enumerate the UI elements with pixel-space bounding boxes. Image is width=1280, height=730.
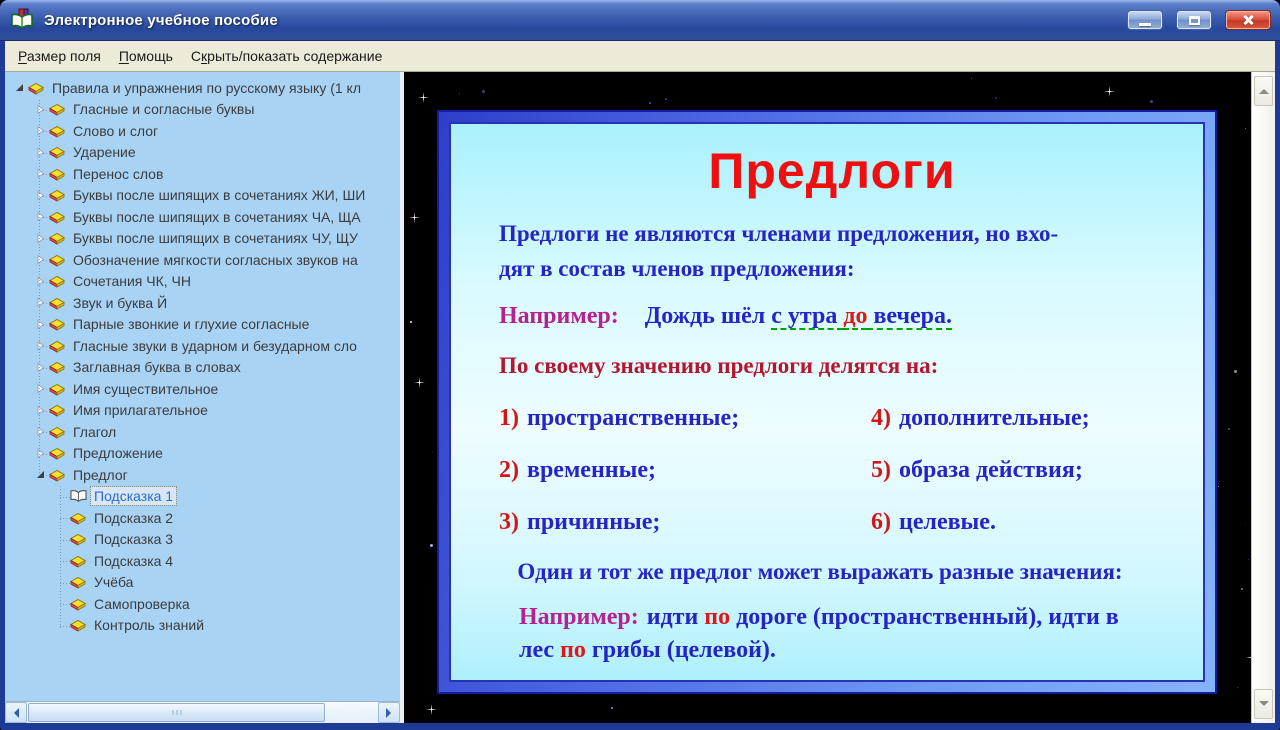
list-item-number: 4)	[871, 405, 891, 431]
list-item-number: 6)	[871, 509, 891, 535]
book-closed-icon	[69, 511, 87, 525]
star-dot	[410, 321, 412, 323]
book-closed-icon	[48, 446, 66, 460]
app-icon	[10, 8, 36, 32]
arrow-down-icon	[1259, 701, 1269, 711]
book-closed-icon	[48, 274, 66, 288]
menu-item[interactable]: Помощь	[118, 48, 173, 64]
horizontal-scroll-track[interactable]	[27, 702, 378, 723]
example-2-label: Например:	[519, 604, 639, 630]
book-closed-icon	[69, 554, 87, 568]
text-segment: вечера.	[867, 303, 953, 329]
book-closed-icon	[48, 253, 66, 267]
tree-item[interactable]	[5, 357, 400, 379]
text-segment: по	[560, 637, 586, 663]
text-segment: лес	[519, 637, 561, 663]
tree-item[interactable]	[5, 443, 400, 465]
list-item	[871, 509, 1165, 536]
tree-item[interactable]	[5, 572, 400, 594]
content-vertical-scrollbar[interactable]	[1251, 72, 1275, 723]
tree-expander-collapsed-icon[interactable]	[32, 147, 48, 158]
book-closed-icon	[48, 425, 66, 439]
tree-item-label: Контроль знаний	[94, 617, 205, 634]
tree-item-label: Сочетания ЧК, ЧН	[73, 273, 191, 290]
scroll-left-button[interactable]	[5, 702, 27, 723]
tree-expander-collapsed-icon[interactable]	[32, 125, 48, 136]
book-open-icon	[69, 489, 87, 503]
tree-expander-collapsed-icon[interactable]	[32, 297, 48, 308]
list-item	[499, 457, 871, 484]
tree-item[interactable]	[5, 615, 400, 637]
book-closed-icon	[48, 339, 66, 353]
preposition-types-list	[499, 405, 1165, 536]
tree-item-label: Звук и буква Й	[73, 294, 168, 311]
list-item-number: 1)	[499, 405, 519, 431]
book-closed-icon	[69, 532, 87, 546]
list-item-label: дополнительные;	[899, 405, 1090, 431]
tree-item[interactable]	[5, 163, 400, 185]
text-segment: дороге (пространственный), идти в	[730, 604, 1119, 630]
list-item	[871, 457, 1165, 484]
tree-item-label: Подсказка 1	[91, 487, 176, 505]
tree-expander-collapsed-icon[interactable]	[32, 190, 48, 201]
tree-item[interactable]	[5, 464, 400, 486]
main-area	[5, 72, 1275, 723]
tree-expander-collapsed-icon[interactable]	[32, 211, 48, 222]
star-dot	[1248, 559, 1249, 560]
list-item-label: образа действия;	[899, 457, 1083, 483]
star-dot	[611, 707, 613, 709]
window-title: Электронное учебное пособие	[44, 11, 278, 29]
star-dot	[482, 90, 485, 93]
slide-intro-paragraph: Предлоги не являются членами предложения, но вхо- дят в состав членов предложения:	[499, 221, 1059, 281]
tree-guide-line	[39, 100, 40, 476]
window-controls	[1128, 11, 1270, 29]
book-closed-icon	[48, 167, 66, 181]
star-sparkle	[409, 212, 420, 223]
tree-item-label: Гласные и согласные буквы	[73, 101, 255, 118]
star-dot	[1234, 370, 1237, 373]
example-1-label: Например:	[499, 303, 619, 329]
tree-item[interactable]	[5, 593, 400, 615]
tree-item-label: Буквы после шипящих в сочетаниях ЧА, ЩА	[73, 208, 361, 225]
tree-item[interactable]	[5, 99, 400, 121]
tree-item[interactable]	[5, 228, 400, 250]
title-bar[interactable]	[0, 0, 1280, 41]
example-1-text	[645, 303, 952, 329]
tree-item[interactable]	[5, 271, 400, 293]
scroll-down-button[interactable]	[1254, 689, 1273, 719]
book-closed-icon	[48, 296, 66, 310]
tree-item-label: Буквы после шипящих в сочетаниях ЖИ, ШИ	[73, 187, 366, 204]
book-closed-icon	[48, 210, 66, 224]
tree-item[interactable]	[5, 249, 400, 271]
book-closed-icon	[48, 382, 66, 396]
list-item-label: пространственные;	[527, 405, 740, 431]
tree-item[interactable]	[5, 120, 400, 142]
tree-item-label: Самопроверка	[94, 595, 190, 612]
star-dot	[459, 93, 460, 94]
tree-expander-collapsed-icon[interactable]	[32, 254, 48, 265]
tree-expander-collapsed-icon[interactable]	[32, 233, 48, 244]
book-closed-icon	[69, 618, 87, 632]
tree-expander-expanded-icon[interactable]	[11, 82, 27, 93]
tree-item-label: Предлог	[73, 466, 128, 483]
star-dot	[1245, 523, 1246, 524]
book-closed-icon	[48, 231, 66, 245]
tree-item[interactable]	[5, 292, 400, 314]
tree-horizontal-scrollbar[interactable]	[5, 701, 400, 723]
arrow-up-icon	[1259, 84, 1269, 94]
tree-item-label: Заглавная буква в словах	[73, 359, 241, 376]
tree-item[interactable]	[5, 335, 400, 357]
tree-item[interactable]	[5, 314, 400, 336]
tree-expander-collapsed-icon[interactable]	[32, 405, 48, 416]
arrow-left-icon	[9, 708, 19, 718]
list-item-label: целевые.	[899, 509, 996, 535]
tree-expander-expanded-icon[interactable]	[32, 469, 48, 480]
tree-item-label: Перенос слов	[73, 165, 164, 182]
star-dot	[432, 452, 433, 453]
book-closed-icon	[48, 102, 66, 116]
tree-item-label: Имя существительное	[73, 380, 219, 397]
tree-expander-collapsed-icon[interactable]	[32, 362, 48, 373]
tree-expander-collapsed-icon[interactable]	[32, 448, 48, 459]
tree-item[interactable]	[5, 185, 400, 207]
star-sparkle	[1104, 86, 1115, 97]
minimize-icon	[1139, 23, 1151, 26]
text-segment: по	[704, 604, 731, 630]
book-closed-icon	[48, 468, 66, 482]
tree-item[interactable]	[5, 378, 400, 400]
list-item-number: 2)	[499, 457, 519, 483]
slide-card	[437, 110, 1217, 694]
tree-item-label: Подсказка 3	[94, 531, 174, 548]
horizontal-scroll-thumb[interactable]	[28, 703, 325, 722]
slide-body	[449, 122, 1205, 682]
tree-item-label: Предложение	[73, 445, 163, 462]
star-dot	[1245, 128, 1246, 129]
close-icon	[1242, 14, 1254, 26]
maximize-button[interactable]	[1177, 11, 1211, 29]
book-closed-icon	[48, 124, 66, 138]
tree-item-label: Ударение	[73, 144, 136, 161]
slide-example-1	[499, 303, 1165, 330]
tree-item-label: Имя прилагательное	[73, 402, 208, 419]
star-dot	[1228, 428, 1230, 430]
star-dot	[995, 97, 997, 99]
tree-item-label: Учёба	[94, 574, 134, 591]
slide-heading-same-preposition: Один и тот же предлог может выражать разные значения:	[517, 559, 1123, 584]
tree-expander-collapsed-icon[interactable]	[32, 426, 48, 437]
star-dot	[1218, 486, 1219, 487]
star-dot	[430, 544, 433, 547]
tree-expander-collapsed-icon[interactable]	[32, 104, 48, 115]
tree-item[interactable]	[5, 142, 400, 164]
text-segment: с утра	[771, 303, 844, 329]
tree-item-label: Парные звонкие и глухие согласные	[73, 316, 310, 333]
tree-item-label: Слово и слог	[73, 122, 159, 139]
close-button[interactable]	[1226, 11, 1270, 29]
menu-bar	[5, 41, 1275, 72]
list-item	[499, 509, 871, 536]
book-closed-icon	[48, 317, 66, 331]
star-dot	[971, 78, 972, 79]
slide-heading-types: По своему значению предлоги делятся на:	[499, 353, 939, 378]
star-dot	[665, 98, 667, 100]
book-closed-icon	[69, 575, 87, 589]
star-dot	[649, 102, 651, 104]
tree-expander-collapsed-icon[interactable]	[32, 383, 48, 394]
list-item-number: 5)	[871, 457, 891, 483]
tree-item[interactable]	[5, 529, 400, 551]
star-sparkle	[426, 704, 437, 715]
book-closed-icon	[48, 145, 66, 159]
tree-guide-line	[60, 486, 61, 628]
book-closed-icon	[27, 81, 45, 95]
minimize-button[interactable]	[1128, 11, 1162, 29]
tree-item-label: Глагол	[73, 423, 117, 440]
text-segment: до	[843, 303, 868, 329]
star-dot	[1237, 687, 1238, 688]
list-item-number: 3)	[499, 509, 519, 535]
star-sparkle	[418, 92, 429, 103]
tree-item-label: Подсказка 4	[94, 552, 174, 569]
tree-item[interactable]	[5, 206, 400, 228]
tree-item[interactable]	[5, 486, 400, 508]
tree-expander-collapsed-icon[interactable]	[32, 340, 48, 351]
maximize-icon	[1189, 16, 1200, 25]
tree-item-label: Подсказка 2	[94, 509, 174, 526]
slide-example-2	[519, 601, 1161, 667]
list-item	[871, 405, 1165, 432]
book-closed-icon	[69, 597, 87, 611]
slide-title: Предлоги	[708, 143, 956, 199]
menu-item[interactable]: Скрыть/показать содержание	[190, 48, 383, 64]
tree-expander-collapsed-icon[interactable]	[32, 168, 48, 179]
contents-tree-panel	[5, 72, 404, 723]
tree-item[interactable]	[5, 400, 400, 422]
tree-item[interactable]	[5, 421, 400, 443]
text-segment: Дождь шёл	[644, 303, 772, 329]
tree-item-label: Обозначение мягкости согласных звуков на	[73, 251, 358, 268]
list-item	[499, 405, 871, 432]
tree-expander-collapsed-icon[interactable]	[32, 276, 48, 287]
star-dot	[1150, 100, 1153, 103]
menu-item[interactable]: Размер поля	[18, 48, 101, 64]
book-closed-icon	[48, 188, 66, 202]
tree-item[interactable]	[5, 77, 400, 99]
star-sparkle	[414, 377, 425, 388]
content-panel	[404, 72, 1275, 723]
book-closed-icon	[48, 403, 66, 417]
tree-item[interactable]	[5, 507, 400, 529]
scroll-up-button[interactable]	[1254, 76, 1273, 106]
tree-expander-collapsed-icon[interactable]	[32, 319, 48, 330]
star-dot	[1241, 588, 1243, 590]
tree-item[interactable]	[5, 550, 400, 572]
list-item-label: причинные;	[527, 509, 661, 535]
book-closed-icon	[48, 360, 66, 374]
text-segment: грибы (целевой).	[585, 637, 776, 663]
text-segment: идти	[646, 604, 705, 630]
contents-tree	[5, 72, 400, 701]
scroll-right-button[interactable]	[378, 702, 400, 723]
tree-item-label: Буквы после шипящих в сочетаниях ЧУ, ЩУ	[73, 230, 358, 247]
arrow-right-icon	[386, 708, 396, 718]
tree-item-label: Правила и упражнения по русскому языку (1 кл	[52, 79, 361, 96]
list-item-label: временные;	[527, 457, 656, 483]
tree-item-label: Гласные звуки в ударном и безударном сло	[73, 337, 357, 354]
